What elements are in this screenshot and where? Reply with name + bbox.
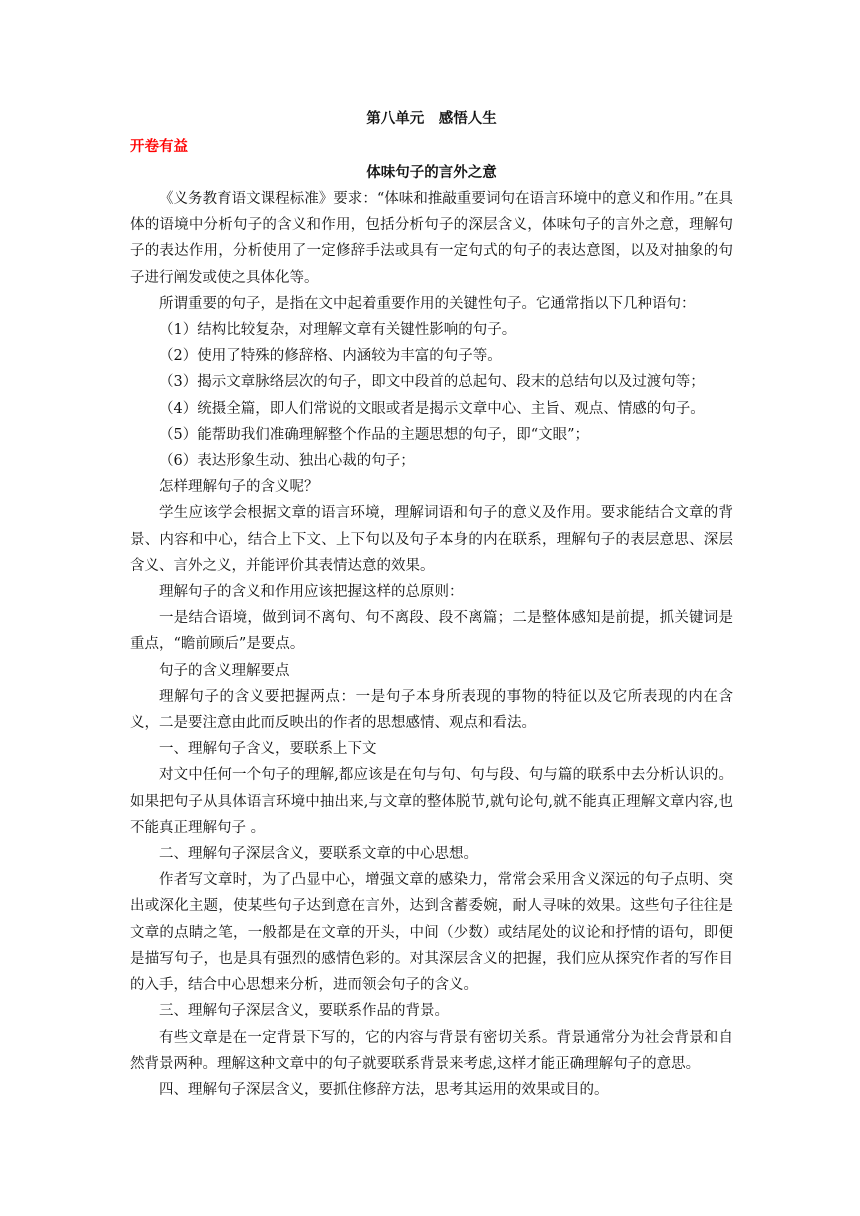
subheading: 三、理解句子深层含义，要联系作品的背景。	[159, 1003, 449, 1020]
list-item: （3）揭示文章脉络层次的句子，即文中段首的总起句、段末的总结句以及过渡句等；	[159, 374, 705, 391]
paragraph: 有些文章是在一定背景下写的，它的内容与背景有密切关系。背景通常分为社会背景和自然背景两种。理解这种文章中的句子就要联系背景来考虑,这样才能正确理解句子的意思。	[130, 1029, 733, 1072]
article-title: 体味句子的言外之意	[366, 165, 497, 181]
list-item: （2）使用了特殊的修辞格、内涵较为丰富的句子等。	[159, 348, 502, 365]
subheading: 一、理解句子含义，要联系上下文	[159, 741, 377, 758]
list-item: （1）结构比较复杂，对理解文章有关键性影响的句子。	[159, 322, 517, 339]
paragraph: 作者写文章时，为了凸显中心，增强文章的感染力，常常会采用含义深远的句子点明、突出或深化主题，使某些句子达到意在言外，达到含蓄委婉，耐人寻味的效果。这些句子往往是文章的点睛之笔，一般都是在文章的开头，中间（少数）或结尾处的议论和抒情的语句，即便是描写句子，也是具有强烈的感情色彩的。对其深层含义的把握，我们应从探究作者的写作目的入手，结合中心思想来分析，进而领会句子的含义。	[130, 872, 733, 994]
subheading: 四、理解句子深层含义，要抓住修辞方法，思考其运用的效果或目的。	[159, 1081, 609, 1098]
document-body	[130, 107, 733, 1103]
list-item: （4）统摄全篇，即人们常说的文眼或者是揭示文章中心、主旨、观点、情感的句子。	[159, 400, 705, 417]
paragraph: 所谓重要的句子，是指在文中起着重要作用的关键性句子。它通常指以下几种语句：	[159, 295, 696, 312]
list-item: （5）能帮助我们准确理解整个作品的主题思想的句子，即“文眼”；	[159, 426, 590, 443]
paragraph: 理解句子的含义要把握两点：一是句子本身所表现的事物的特征以及它所表现的内在含义，二是要注意由此而反映出的作者的思想感情、观点和看法。	[130, 688, 733, 732]
paragraph: 句子的含义理解要点	[159, 662, 290, 679]
paragraph: 理解句子的含义和作用应该把握这样的总原则：	[159, 584, 464, 601]
paragraph: 学生应该学会根据文章的语言环境，理解词语和句子的意义及作用。要求能结合文章的背景、内容和中心，结合上下文、上下句以及句子本身的内在联系，理解句子的表层意思、深层含义、言外之义，并能评价其表情达意的效果。	[130, 505, 733, 574]
paragraph: 《义务教育语文课程标准》要求：“体味和推敲重要词句在语言环境中的意义和作用。”在具体的语境中分析句子的含义和作用，包括分析句子的深层含义，体味句子的言外之意，理解句子的表达作用，分析使用了一定修辞手法或具有一定句式的句子的表达意图，以及对抽象的句子进行阐发或使之具体化等。	[130, 191, 733, 286]
subheading: 二、理解句子深层含义，要联系文章的中心思想。	[159, 846, 478, 863]
unit-title: 第八单元 感悟人生	[366, 111, 497, 127]
list-item: （6）表达形象生动、独出心裁的句子；	[159, 453, 415, 470]
section-label: 开卷有益	[130, 139, 188, 155]
paragraph: 一是结合语境，做到词不离句、句不离段、段不离篇；二是整体感知是前提，抓关键词是重点，“瞻前顾后”是要点。	[130, 610, 733, 653]
paragraph: 怎样理解句子的含义呢？	[159, 479, 319, 496]
paragraph: 对文中任何一个句子的理解,都应该是在句与句、句与段、句与篇的联系中去分析认识的。如果把句子从具体语言环境中抽出来,与文章的整体脱节,就句论句,就不能真正理解文章内容,也不能真正理解句子 。	[130, 767, 733, 836]
